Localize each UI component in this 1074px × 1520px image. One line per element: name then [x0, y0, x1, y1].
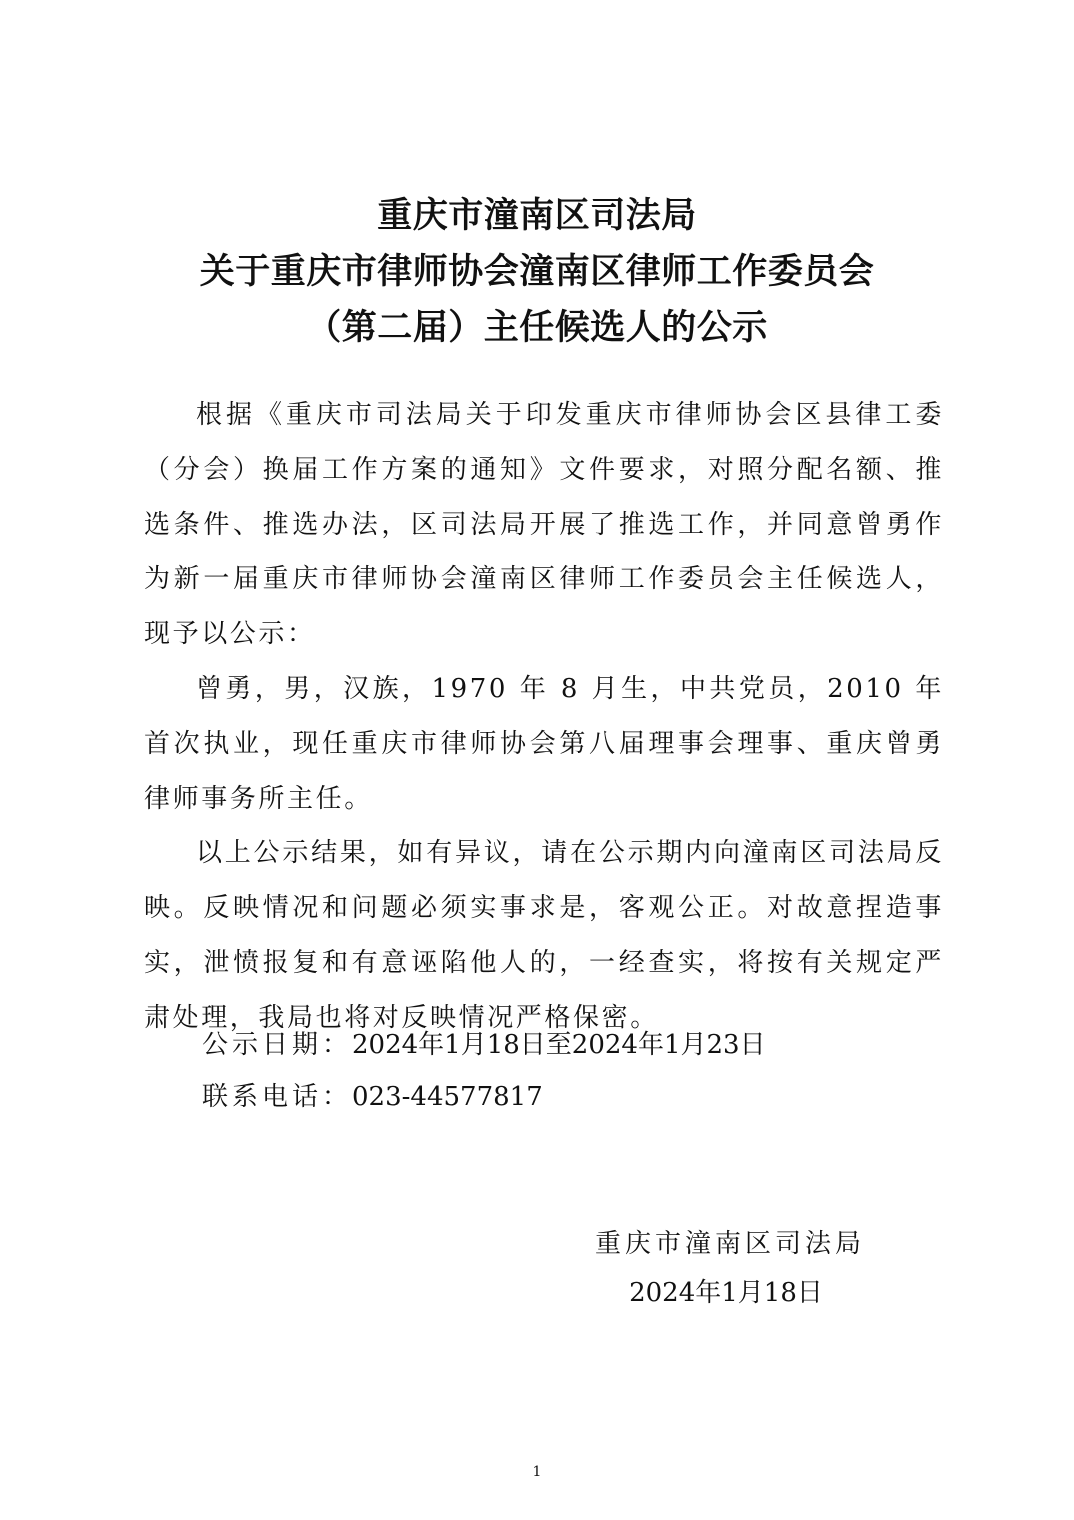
paragraph-objection: 以上公示结果，如有异议，请在公示期内向潼南区司法局反映。反映情况和问题必须实事求是，客观公正。对故意捏造事实，泄愤报复和有意诬陷他人的，一经查实，将按有关规定严肃处理，我局也将对反映情况严格保密。 [144, 838, 944, 1033]
document-title [120, 188, 954, 356]
signature-organization: 重庆市潼南区司法局 [594, 1229, 865, 1259]
contact-phone-label: 联系电话： [202, 1082, 353, 1112]
contact-phone [202, 1080, 543, 1114]
document-body [144, 388, 944, 1046]
notice-period-label: 公示日期： [202, 1030, 353, 1060]
page-number: 1 [532, 1464, 542, 1480]
contact-phone-value: 023-44577817 [352, 1082, 543, 1112]
paragraph-intro: 根据《重庆市司法局关于印发重庆市律师协会区县律工委（分会）换届工作方案的通知》文件要求，对照分配名额、推选条件、推选办法，区司法局开展了推选工作，并同意曾勇作为新一届重庆市律师协会潼南区律师工作委员会主任候选人，现予以公示： [144, 400, 944, 650]
signature-date: 2024年1月18日 [629, 1278, 823, 1308]
title-line-3: （第二届）主任候选人的公示 [306, 308, 768, 348]
notice-period-value: 2024年1月18日至2024年1月23日 [352, 1030, 766, 1060]
paragraph-candidate: 曾勇，男，汉族，1970 年 8 月生，中共党员，2010 年首次执业，现任重庆市律师协会第八届理事会理事、重庆曾勇律师事务所主任。 [144, 673, 944, 814]
notice-period [202, 1028, 766, 1062]
title-line-1: 重庆市潼南区司法局 [377, 196, 697, 236]
title-line-2: 关于重庆市律师协会潼南区律师工作委员会 [199, 252, 875, 292]
